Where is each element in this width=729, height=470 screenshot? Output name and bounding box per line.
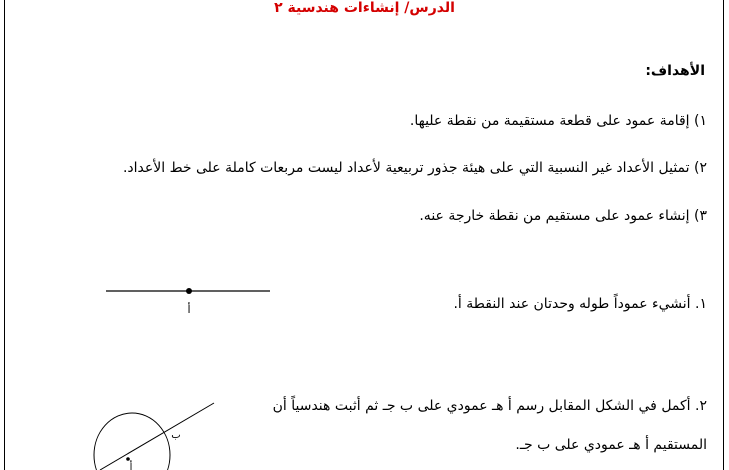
point-a2-label: أ bbox=[129, 462, 133, 470]
question-1: ١. أنشيء عموداً طوله وحدتان عند النقطة أ. bbox=[453, 296, 707, 312]
objective-item: ٢) تمثيل الأعداد غير النسبية التي على هيئة جذور تربيعية لأعداد ليست مربعات كاملة على خط الأعداد. bbox=[122, 160, 707, 176]
point-a2 bbox=[126, 457, 130, 461]
question-2-line-2: المستقيم أ هـ عمودي على ب جـ. bbox=[515, 437, 707, 453]
point-b-label: ب bbox=[171, 430, 181, 441]
question-2-line-1: ٢. أكمل في الشكل المقابل رسم أ هـ عمودي على ب جـ ثم أثبت هندسياً أن bbox=[272, 398, 707, 414]
line-bc bbox=[100, 403, 214, 470]
point-a bbox=[186, 288, 192, 294]
objectives-heading: الأهداف: bbox=[645, 63, 705, 79]
lesson-title: الدرس/ إنشاءات هندسية ٢ bbox=[274, 0, 455, 16]
objective-item: ٣) إنشاء عمود على مستقيم من نقطة خارجة عنه. bbox=[419, 208, 707, 224]
point-a-label: أ bbox=[187, 303, 191, 316]
objective-item: ١) إقامة عمود على قطعة مستقيمة من نقطة عليها. bbox=[409, 113, 707, 129]
